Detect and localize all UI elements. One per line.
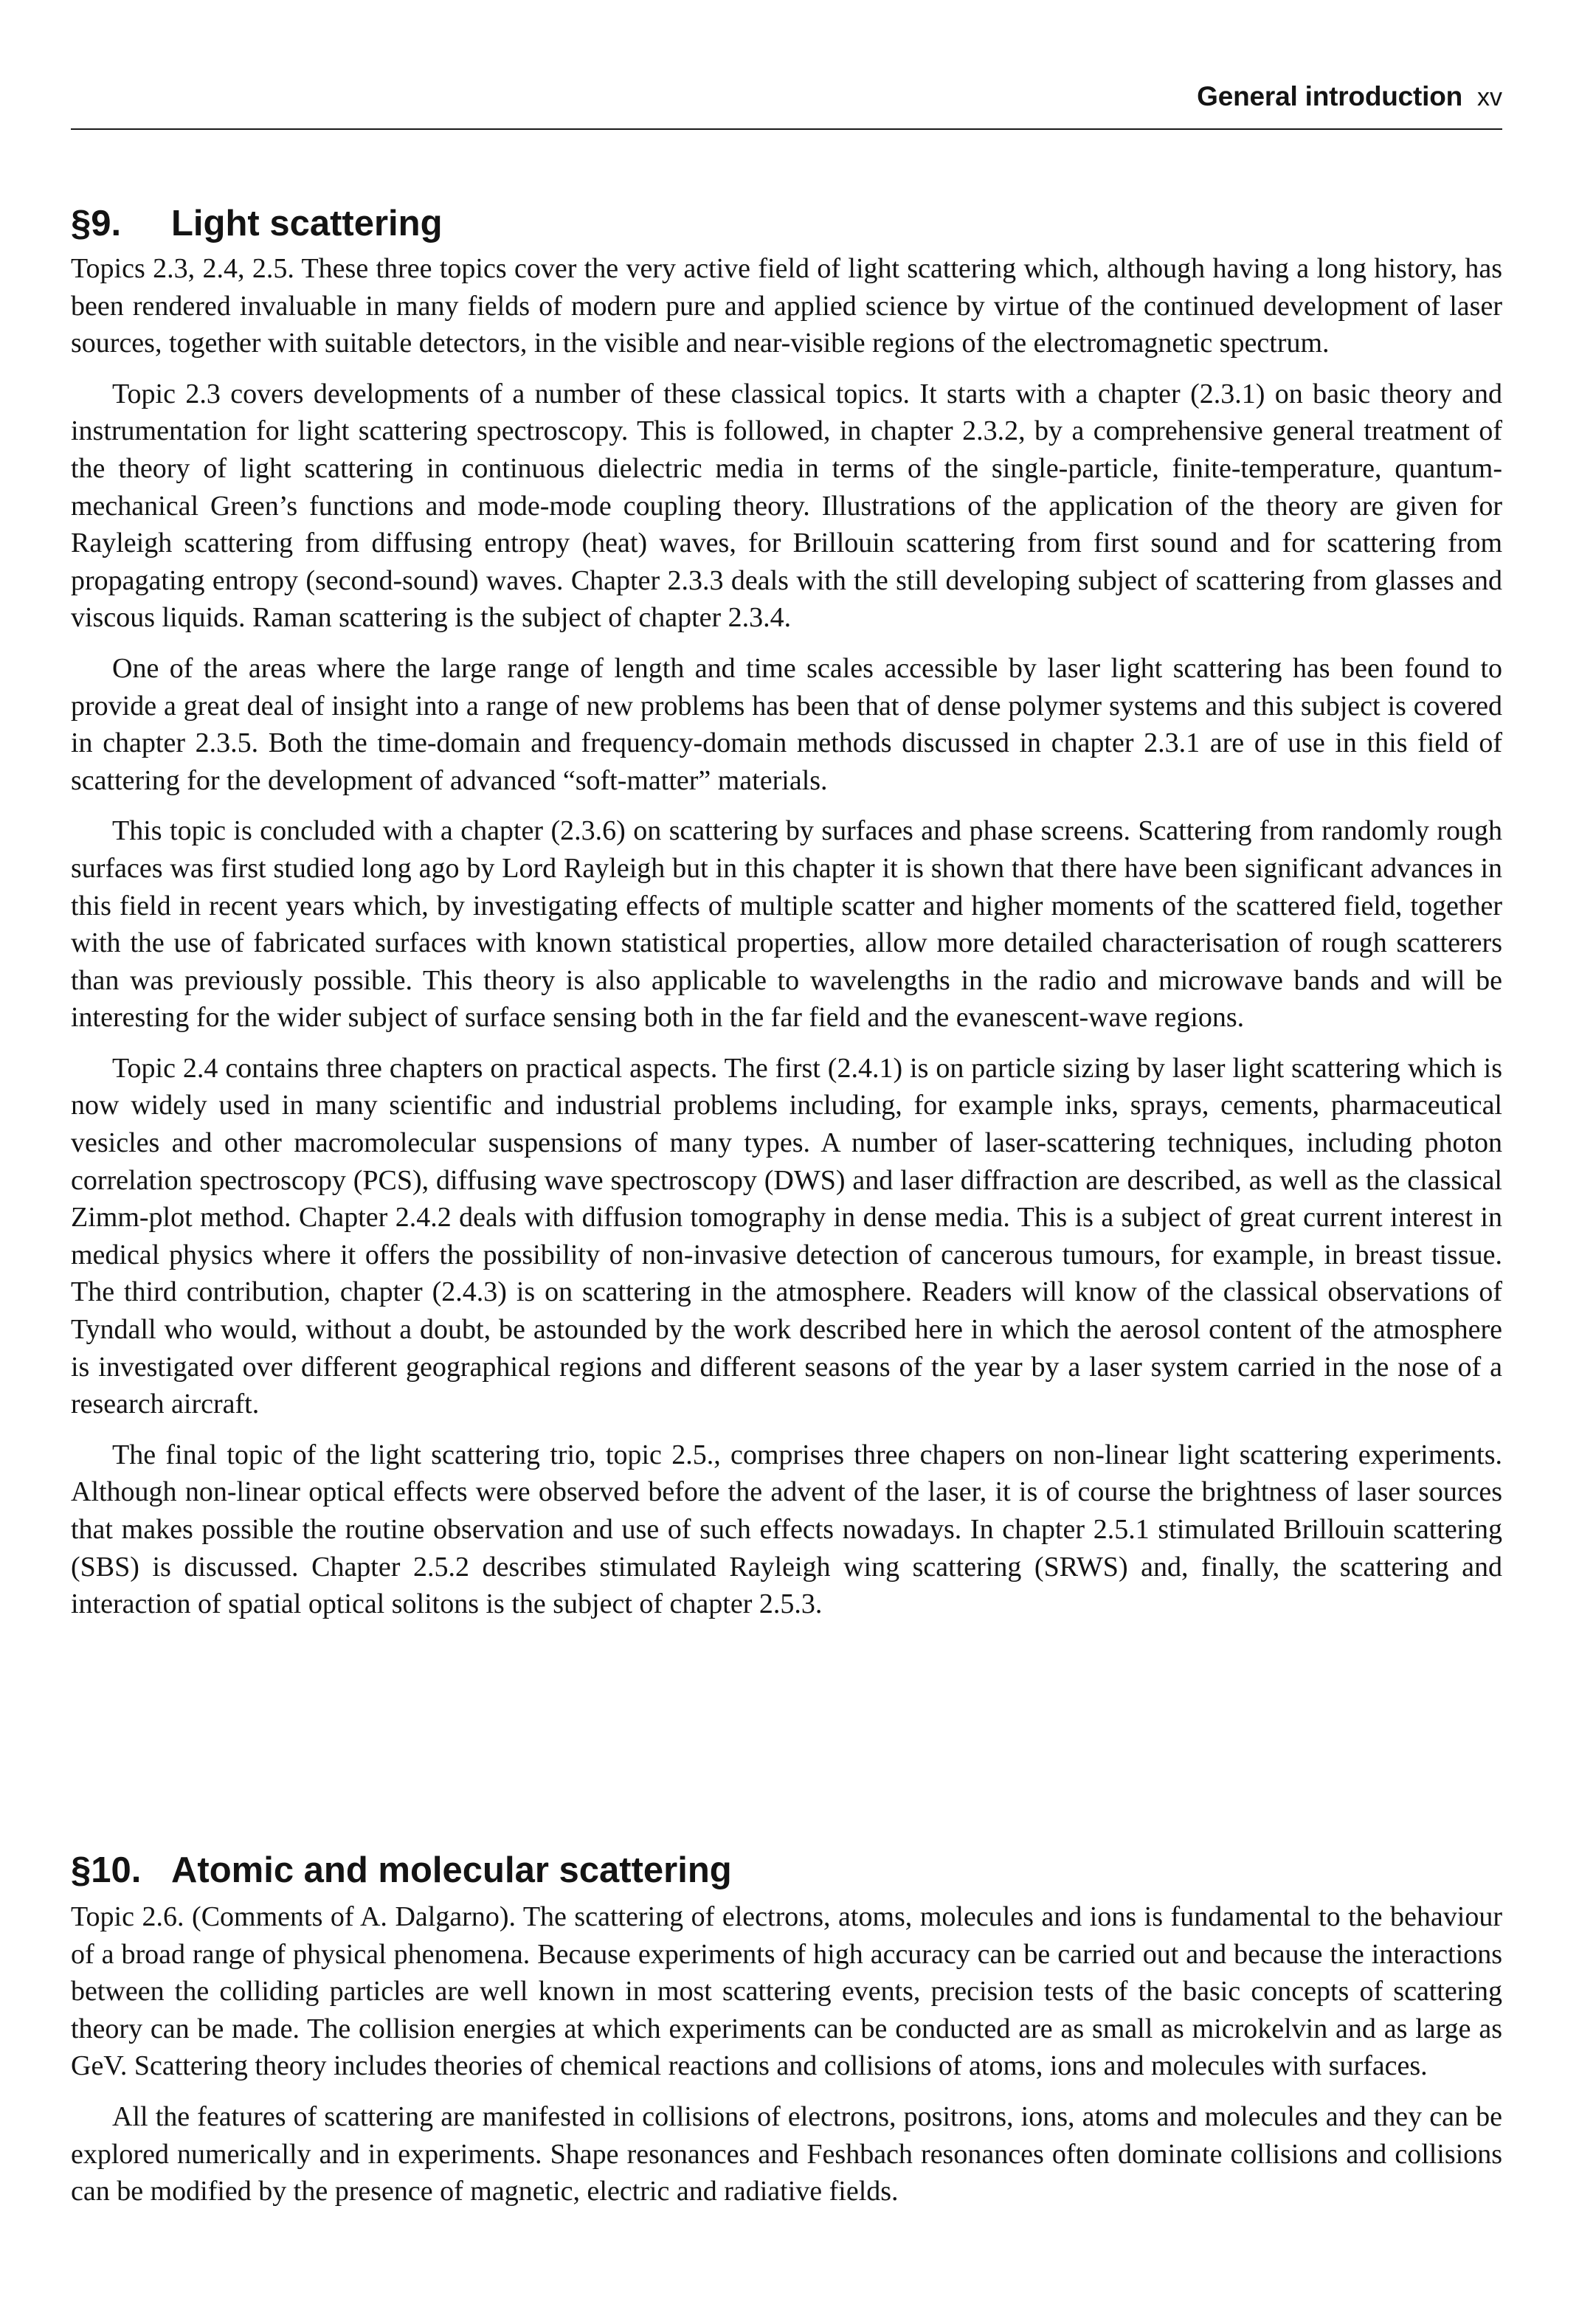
paragraph: This topic is concluded with a chapter (2.3.6) on scattering by surfaces and phase screens. Scattering from randomly rough surfaces was first studied long ago by Lord Rayleigh but in this chapter it is shown that there have been significant advances in this field in recent years which, by investigating effects of multiple scatter and higher moments of the scattered field, together with the use of fabricated surfaces with known statistical properties, allow more detailed characterisation of rough scatterers than was previously possible. This theory is also applicable to wavelengths in the radio and microwave bands and will be interesting for the wider subject of surface sensing both in the far field and the evanescent-wave regions.: [71, 815, 1502, 1034]
section-mark: §9.: [71, 203, 122, 243]
paragraph: Topic 2.3 covers developments of a number of these classical topics. It starts with a chapter (2.3.1) on basic theory and instrumentation for light scattering spectroscopy. This is followed, in chapter 2.3.2, by a comprehensive general treatment of the theory of light scattering in continuous dielectric media in terms of the single-particle, finite-temperature, quantum-mechanical Green’s functions and mode-mode coupling theory. Illustrations of the application of the theory are given for Rayleigh scattering from diffusing entropy (heat) waves, for Brillouin scattering from first sound and for scattering from propagating entropy (second-sound) waves. Chapter 2.3.3 deals with the still developing subject of scattering from glasses and viscous liquids. Raman scattering is the subject of chapter 2.3.4.: [71, 378, 1502, 634]
paragraph: Topic 2.6. (Comments of A. Dalgarno). The scattering of electrons, atoms, molecules and ions is fundamental to the behaviour of a broad range of physical phenomena. Because experiments of high accuracy can be carried out and because the interactions between the colliding particles are well known in most scattering events, precision tests of the basic concepts of scattering theory can be made. The collision energies at which experiments can be conducted are as small as microkelvin and as large as GeV. Scattering theory includes theories of chemical reactions and collisions of atoms, ions and molecules with surfaces.: [71, 1901, 1502, 2082]
paragraph: One of the areas where the large range of length and time scales accessible by laser light scattering has been found to provide a great deal of insight into a range of new problems has been that of dense polymer systems and this subject is covered in chapter 2.3.5. Both the time-domain and frequency-domain methods discussed in chapter 2.3.1 are of use in this field of scattering for the development of advanced “soft-matter” materials.: [71, 652, 1502, 796]
paragraph: All the features of scattering are manifested in collisions of electrons, positrons, ions, atoms and molecules and they can be explored numerically and in experiments. Shape resonances and Feshbach resonances often dominate collisions and collisions can be modified by the presence of magnetic, electric and radiative fields.: [71, 2100, 1502, 2207]
paragraph: Topic 2.4 contains three chapters on practical aspects. The first (2.4.1) is on particle sizing by laser light scattering which is now widely used in many scientific and industrial problems including, for example inks, sprays, cements, pharmaceutical vesicles and other macromolecular suspensions of many types. A number of laser-scattering techniques, including photon correlation spectroscopy (PCS), diffusing wave spectroscopy (DWS) and laser diffraction are described, as well as the classical Zimm-plot method. Chapter 2.4.2 deals with diffusion tomography in dense media. This is a subject of great current interest in medical physics where it offers the possibility of non-invasive detection of cancerous tumours, for example, in breast tissue. The third contribution, chapter (2.4.3) is on scattering in the atmosphere. Readers will know of the classical observations of Tyndall who would, without a doubt, be astounded by the work described here in which the aerosol content of the atmosphere is investigated over different geographical regions and different seasons of the year by a laser system carried in the nose of a research aircraft.: [71, 1052, 1502, 1420]
running-header: [71, 81, 1502, 130]
section-heading-light-scattering: [71, 201, 443, 246]
section-heading-atomic-molecular-scattering: [71, 1848, 732, 1892]
page-number: xv: [1477, 83, 1502, 111]
section-mark: §10.: [71, 1850, 142, 1890]
paragraph: The final topic of the light scattering trio, topic 2.5., comprises three chapers on non-linear light scattering experiments. Although non-linear optical effects were observed before the advent of the laser, it is of course the brightness of laser sources that makes possible the routine observation and use of such effects nowadays. In chapter 2.5.1 stimulated Brillouin scattering (SBS) is discussed. Chapter 2.5.2 describes stimulated Rayleigh wing scattering (SRWS) and, finally, the scattering and interaction of spatial optical solitons is the subject of chapter 2.5.3.: [71, 1439, 1502, 1620]
section-title: Light scattering: [171, 203, 443, 243]
section-body-light-scattering: [71, 250, 1502, 1636]
section-body-atomic-molecular-scattering: [71, 1898, 1502, 2224]
paragraph: Topics 2.3, 2.4, 2.5. These three topics cover the very active field of light scattering which, although having a long history, has been rendered invaluable in many fields of modern pure and applied science by virtue of the continued development of laser sources, together with suitable detectors, in the visible and near-visible regions of the electromagnetic spectrum.: [71, 253, 1502, 359]
running-header-title: General introduction: [1197, 81, 1462, 111]
section-title: Atomic and molecular scattering: [171, 1850, 732, 1890]
